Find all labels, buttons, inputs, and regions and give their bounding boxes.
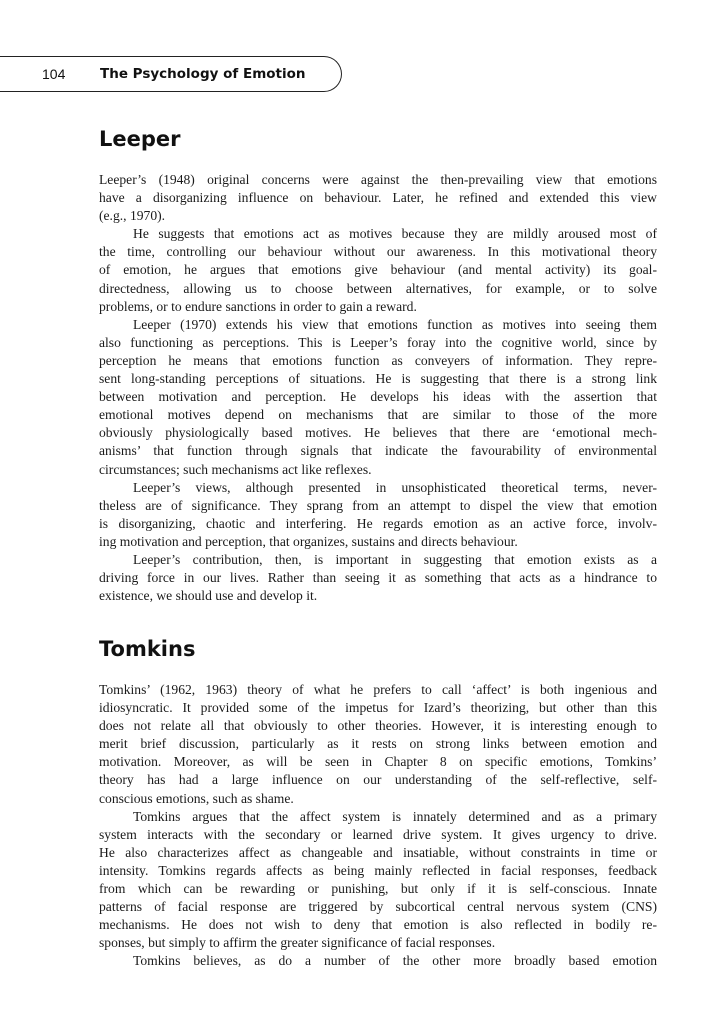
text-line: motivation. Moreover, as will be seen in Chapter 8 on specific emotions, Tomkins’ (99, 754, 657, 770)
section-heading-tomkins: Tomkins (99, 637, 196, 661)
text-line: have a disorganizing influence on behaviour. Later, he refined and extended this view (99, 190, 657, 206)
section-heading-leeper: Leeper (99, 127, 181, 151)
text-line: Leeper’s contribution, then, is important in suggesting that emotion exists as a (133, 551, 657, 567)
text-line: system interacts with the secondary or learned drive system. It gives urgency to drive. (99, 826, 657, 842)
text-line: also functioning as perceptions. This is Leeper’s foray into the cognitive world, since by (99, 334, 657, 350)
text-line: circumstances; such mechanisms act like reflexes. (99, 461, 372, 477)
text-line: (e.g., 1970). (99, 208, 166, 224)
text-line: Leeper (1970) extends his view that emotions function as motives into seeing them (133, 316, 657, 332)
section-body-leeper (99, 171, 657, 605)
text-line: He also characterizes affect as changeable and insatiable, without constraints in time or (99, 844, 657, 860)
page-number: 104 (42, 66, 66, 82)
text-line: sponses, but simply to affirm the greater significance of facial responses. (99, 935, 496, 951)
text-line: of emotion, he argues that emotions give behaviour (and mental activity) its goal- (99, 262, 657, 278)
text-line: theory has had a large influence on our understanding of the self-reflective, self- (99, 772, 657, 788)
text-line: sent long-standing perceptions of situations. He is suggesting that there is a strong link (99, 371, 657, 387)
text-line: problems, or to endure sanctions in order to gain a reward. (99, 298, 417, 314)
text-line: He suggests that emotions act as motives because they are mildly aroused most of (133, 226, 657, 242)
running-title: The Psychology of Emotion (100, 66, 306, 82)
text-line: theless are of significance. They sprang from an attempt to dispel the view that emotion (99, 497, 657, 513)
text-line: ing motivation and perception, that organizes, sustains and directs behaviour. (99, 533, 518, 549)
text-line: anisms’ that function through signals that indicate the favourability of environmental (99, 443, 657, 459)
text-line: emotional motives depend on mechanisms that are similar to those of the more (99, 407, 657, 423)
text-line: existence, we should use and develop it. (99, 588, 318, 604)
text-line: perception he means that emotions function as conveyers of information. They repre- (99, 352, 657, 368)
text-line: conscious emotions, such as shame. (99, 790, 294, 806)
text-line: directedness, allowing us to choose between alternatives, for example, or to solve (99, 280, 657, 296)
text-line: merit brief discussion, particularly as it rests on strong links between emotion and (99, 736, 657, 752)
text-line: is disorganizing, chaotic and interfering. He regards emotion as an active force, involv- (99, 515, 657, 531)
text-line: intensity. Tomkins regards affects as being mainly reflected in facial responses, feedback (99, 862, 657, 878)
text-line: idiosyncratic. It provided some of the impetus for Izard’s theorizing, but other than this (99, 700, 657, 716)
text-line: Leeper’s (1948) original concerns were against the then-prevailing view that emotions (99, 172, 657, 187)
text-line: obviously physiologically based motives. He believes that there are ‘emotional mech- (99, 425, 657, 441)
text-line: Tomkins argues that the affect system is innately determined and as a primary (133, 808, 657, 824)
section-body-tomkins (99, 681, 657, 971)
text-line: the time, controlling our behaviour without our awareness. In this motivational theory (99, 244, 657, 260)
text-line: between motivation and perception. He develops his ideas with the assertion that (99, 389, 657, 405)
text-line: Tomkins’ (1962, 1963) theory of what he prefers to call ‘affect’ is both ingenious and (99, 682, 657, 697)
text-line: does not relate all that obviously to other theories. However, it is interesting enough to (99, 718, 657, 734)
text-line: patterns of facial response are triggered by subcortical central nervous system (CNS) (99, 899, 657, 915)
text-line: driving force in our lives. Rather than seeing it as something that acts as a hindrance to (99, 570, 657, 586)
text-line: Tomkins believes, as do a number of the other more broadly based emotion (133, 953, 657, 969)
text-line: from which can be rewarding or punishing, but only if it is self-conscious. Innate (99, 881, 657, 897)
text-line: Leeper’s views, although presented in unsophisticated theoretical terms, never- (133, 479, 657, 495)
text-line: mechanisms. He does not wish to deny that emotion is also reflected in bodily re- (99, 917, 657, 933)
